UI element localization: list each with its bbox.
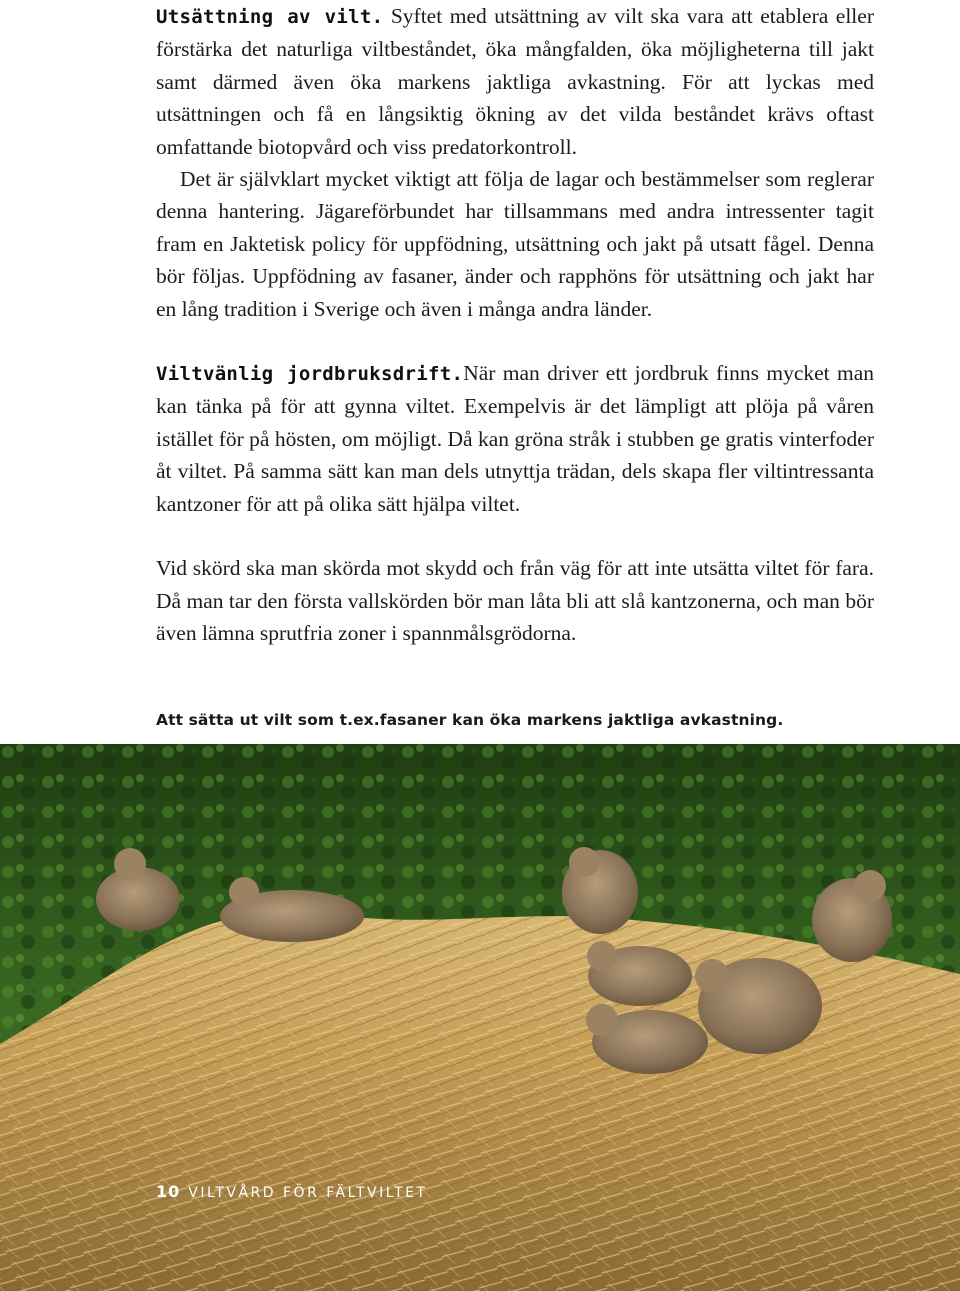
page-number: 10 — [156, 1182, 181, 1201]
paragraph-text: Syftet med utsättning av vilt ska vara att etablera eller förstärka det naturliga viltbeståndet, öka mångfalden, öka möjligheterna till jakt samt därmed även öka markens jaktliga avkastning. För att lyckas med utsättningen och få en långsiktig ökning av det vilda beståndet krävs oftast omfattande biotopvård och viss predatorkontroll. — [156, 4, 874, 159]
section-heading-utsattning: Utsättning av vilt. — [156, 6, 384, 28]
section-heading-jordbruk: Viltvänlig jordbruksdrift. — [156, 363, 464, 386]
pheasant-photo — [0, 744, 960, 1291]
paragraph-skord: Vid skörd ska man skörda mot skydd och från väg för att inte utsätta viltet för fara. Då man tar den första vallskörden bör man låta bli att slå kantzonerna, och man bör även lämna sprutfria zoner i spannmålsgrödorna. — [156, 556, 874, 645]
paragraph-text: När man driver ett jordbruk finns mycket man kan tänka på för att gynna viltet. Exempelvis är det lämpligt att plöja på våren istället för på hösten, om möjligt. Då kan gröna stråk i stubben ge gratis vinterfoder åt viltet. På samma sätt kan man dels utnyttja trädan, dels skapa fler viltintressanta kantzoner för att på olika sätt hjälpa viltet. — [156, 361, 874, 516]
page-footer — [156, 1182, 428, 1201]
paragraph-lagar: Det är självklart mycket viktigt att följa de lagar och bestämmelser som reglerar denna hantering. Jägareförbundet har tillsammans med andra intressenter tagit fram en Jaktetisk policy för uppfödning, utsättning och jakt på utsatt fågel. Denna bör följas. Uppfödning av fasaner, änder och rapphöns för utsättning och jakt har en lång tradition i Sverige och även i många andra länder. — [156, 167, 874, 321]
paragraph-utsattning — [156, 0, 874, 163]
paragraph-jordbruk — [156, 357, 874, 520]
text-column — [156, 0, 874, 649]
photo-caption: Att sätta ut vilt som t.ex.fasaner kan öka markens jaktliga avkastning. — [156, 711, 784, 729]
publication-title: VILTVÅRD FÖR FÄLTVILTET — [188, 1185, 428, 1201]
